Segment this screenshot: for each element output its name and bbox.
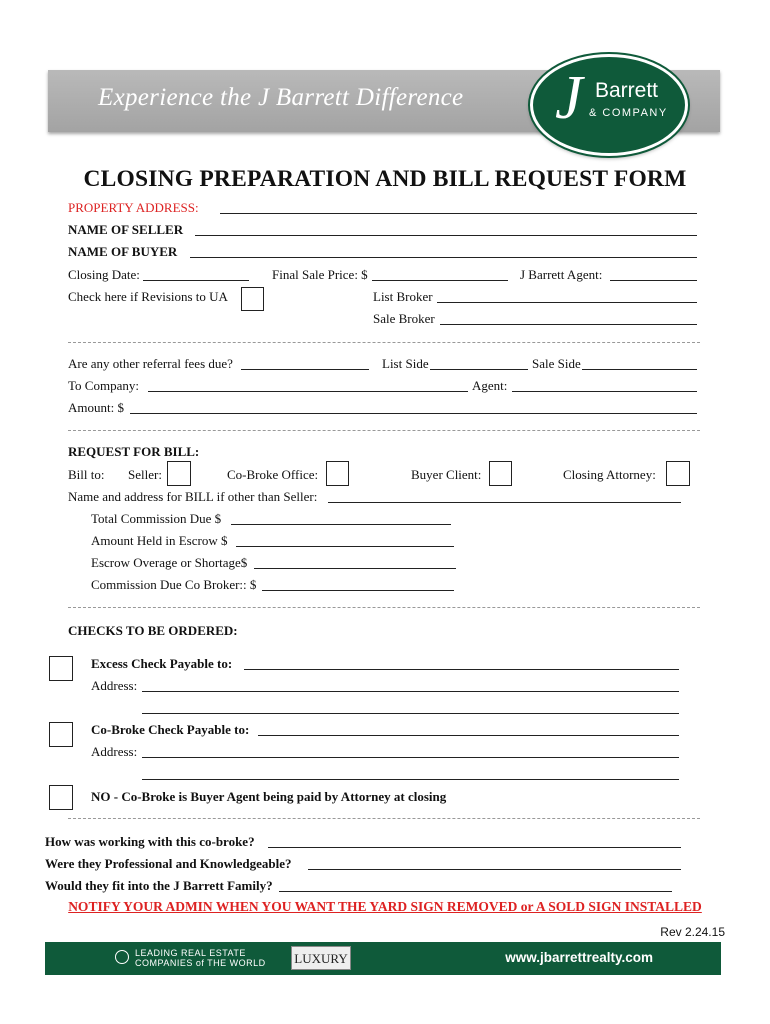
divider	[68, 342, 700, 343]
survey-q1-label: How was working with this co-broke?	[45, 834, 255, 849]
closing-date-label: Closing Date:	[68, 267, 140, 282]
divider	[68, 430, 700, 431]
cobroke-address-field-2[interactable]	[142, 779, 679, 780]
company-logo	[530, 54, 688, 156]
referral-fees-field[interactable]	[241, 369, 369, 370]
leading-companies-logo	[135, 948, 266, 968]
divider	[68, 818, 700, 819]
excess-check-checkbox[interactable]	[49, 656, 73, 681]
bill-cobroke-label: Co-Broke Office:	[227, 467, 319, 482]
amount-field[interactable]	[130, 413, 697, 414]
property-address-label: PROPERTY ADDRESS:	[68, 200, 199, 215]
website-link[interactable]: www.jbarrettrealty.com	[505, 950, 653, 965]
cobroke-check-label: Co-Broke Check Payable to:	[91, 722, 250, 737]
bill-seller-label: Seller:	[128, 467, 162, 482]
cobroke-check-checkbox[interactable]	[49, 722, 73, 747]
total-commission-label: Total Commission Due $	[91, 511, 222, 526]
agent-field[interactable]	[610, 280, 697, 281]
bill-cobroke-checkbox[interactable]	[326, 461, 349, 486]
property-address-field[interactable]	[220, 213, 697, 214]
survey-q2-label: Were they Professional and Knowledgeable?	[45, 856, 292, 871]
excess-address-label: Address:	[91, 678, 138, 693]
cobroke-address-field[interactable]	[142, 757, 679, 758]
revision-label: Rev 2.24.15	[660, 925, 725, 939]
escrow-held-label: Amount Held in Escrow $	[91, 533, 228, 548]
cobroke-check-field[interactable]	[258, 735, 679, 736]
escrow-overage-label: Escrow Overage or Shortage$	[91, 555, 248, 570]
buyer-field[interactable]	[190, 257, 697, 258]
referral-agent-label: Agent:	[472, 378, 508, 393]
sale-side-field[interactable]	[582, 369, 697, 370]
bill-heading: REQUEST FOR BILL:	[68, 444, 200, 459]
form-title: CLOSING PREPARATION AND BILL REQUEST FORM	[83, 166, 687, 192]
logo-j: J	[555, 64, 583, 132]
no-cobroke-label: NO - Co-Broke is Buyer Agent being paid by Attorney at closing	[91, 789, 447, 804]
cobroke-address-label: Address:	[91, 744, 138, 759]
banner-tagline: Experience the J Barrett Difference	[98, 84, 464, 111]
globe-icon	[115, 950, 129, 964]
bill-buyer-label: Buyer Client:	[411, 467, 482, 482]
bill-buyer-checkbox[interactable]	[489, 461, 512, 486]
survey-q3-field[interactable]	[279, 891, 672, 892]
logo-name: Barrett	[595, 79, 659, 102]
revisions-checkbox[interactable]	[241, 287, 264, 311]
seller-field[interactable]	[195, 235, 697, 236]
excess-address-field-2[interactable]	[142, 713, 679, 714]
list-broker-field[interactable]	[437, 302, 697, 303]
referral-fees-label: Are any other referral fees due?	[68, 356, 233, 371]
final-price-label: Final Sale Price: $	[272, 267, 368, 282]
bill-attorney-label: Closing Attorney:	[563, 467, 656, 482]
bill-seller-checkbox[interactable]	[167, 461, 191, 486]
closing-date-field[interactable]	[143, 280, 249, 281]
survey-q3-label: Would they fit into the J Barrett Family?	[45, 878, 273, 893]
seller-label: NAME OF SELLER	[68, 222, 184, 237]
no-cobroke-checkbox[interactable]	[49, 785, 73, 810]
sale-broker-label: Sale Broker	[373, 311, 435, 326]
notify-notice: NOTIFY YOUR ADMIN WHEN YOU WANT THE YARD SIGN REMOVED or A SOLD SIGN INSTALLED	[68, 899, 702, 914]
bill-attorney-checkbox[interactable]	[666, 461, 690, 486]
lrc-line-2: COMPANIES of THE WORLD	[135, 958, 266, 968]
excess-address-field[interactable]	[142, 691, 679, 692]
sale-broker-field[interactable]	[440, 324, 697, 325]
logo-company: & COMPANY	[589, 107, 668, 119]
commission-cobroker-field[interactable]	[262, 590, 454, 591]
excess-check-field[interactable]	[244, 669, 679, 670]
divider	[68, 607, 700, 608]
revisions-label: Check here if Revisions to UA	[68, 289, 228, 304]
list-side-label: List Side	[382, 356, 429, 371]
final-price-field[interactable]	[372, 280, 508, 281]
sale-side-label: Sale Side	[532, 356, 581, 371]
bill-name-address-field[interactable]	[328, 502, 681, 503]
total-commission-field[interactable]	[231, 524, 451, 525]
bill-name-address-label: Name and address for BILL if other than Seller:	[68, 489, 318, 504]
luxury-logo: LUXURY	[291, 946, 351, 970]
agent-label: J Barrett Agent:	[520, 267, 603, 282]
bill-to-label: Bill to:	[68, 467, 105, 482]
lrc-line-1: LEADING REAL ESTATE	[135, 948, 246, 958]
escrow-held-field[interactable]	[236, 546, 454, 547]
commission-cobroker-label: Commission Due Co Broker:: $	[91, 577, 257, 592]
excess-check-label: Excess Check Payable to:	[91, 656, 233, 671]
escrow-overage-field[interactable]	[254, 568, 456, 569]
footer-bar	[45, 942, 721, 975]
survey-q2-field[interactable]	[308, 869, 681, 870]
to-company-field[interactable]	[148, 391, 468, 392]
buyer-label: NAME OF BUYER	[68, 244, 178, 259]
checks-heading: CHECKS TO BE ORDERED:	[68, 623, 238, 638]
to-company-label: To Company:	[68, 378, 139, 393]
referral-agent-field[interactable]	[512, 391, 697, 392]
amount-label: Amount: $	[68, 400, 124, 415]
list-broker-label: List Broker	[373, 289, 433, 304]
list-side-field[interactable]	[430, 369, 528, 370]
survey-q1-field[interactable]	[268, 847, 681, 848]
